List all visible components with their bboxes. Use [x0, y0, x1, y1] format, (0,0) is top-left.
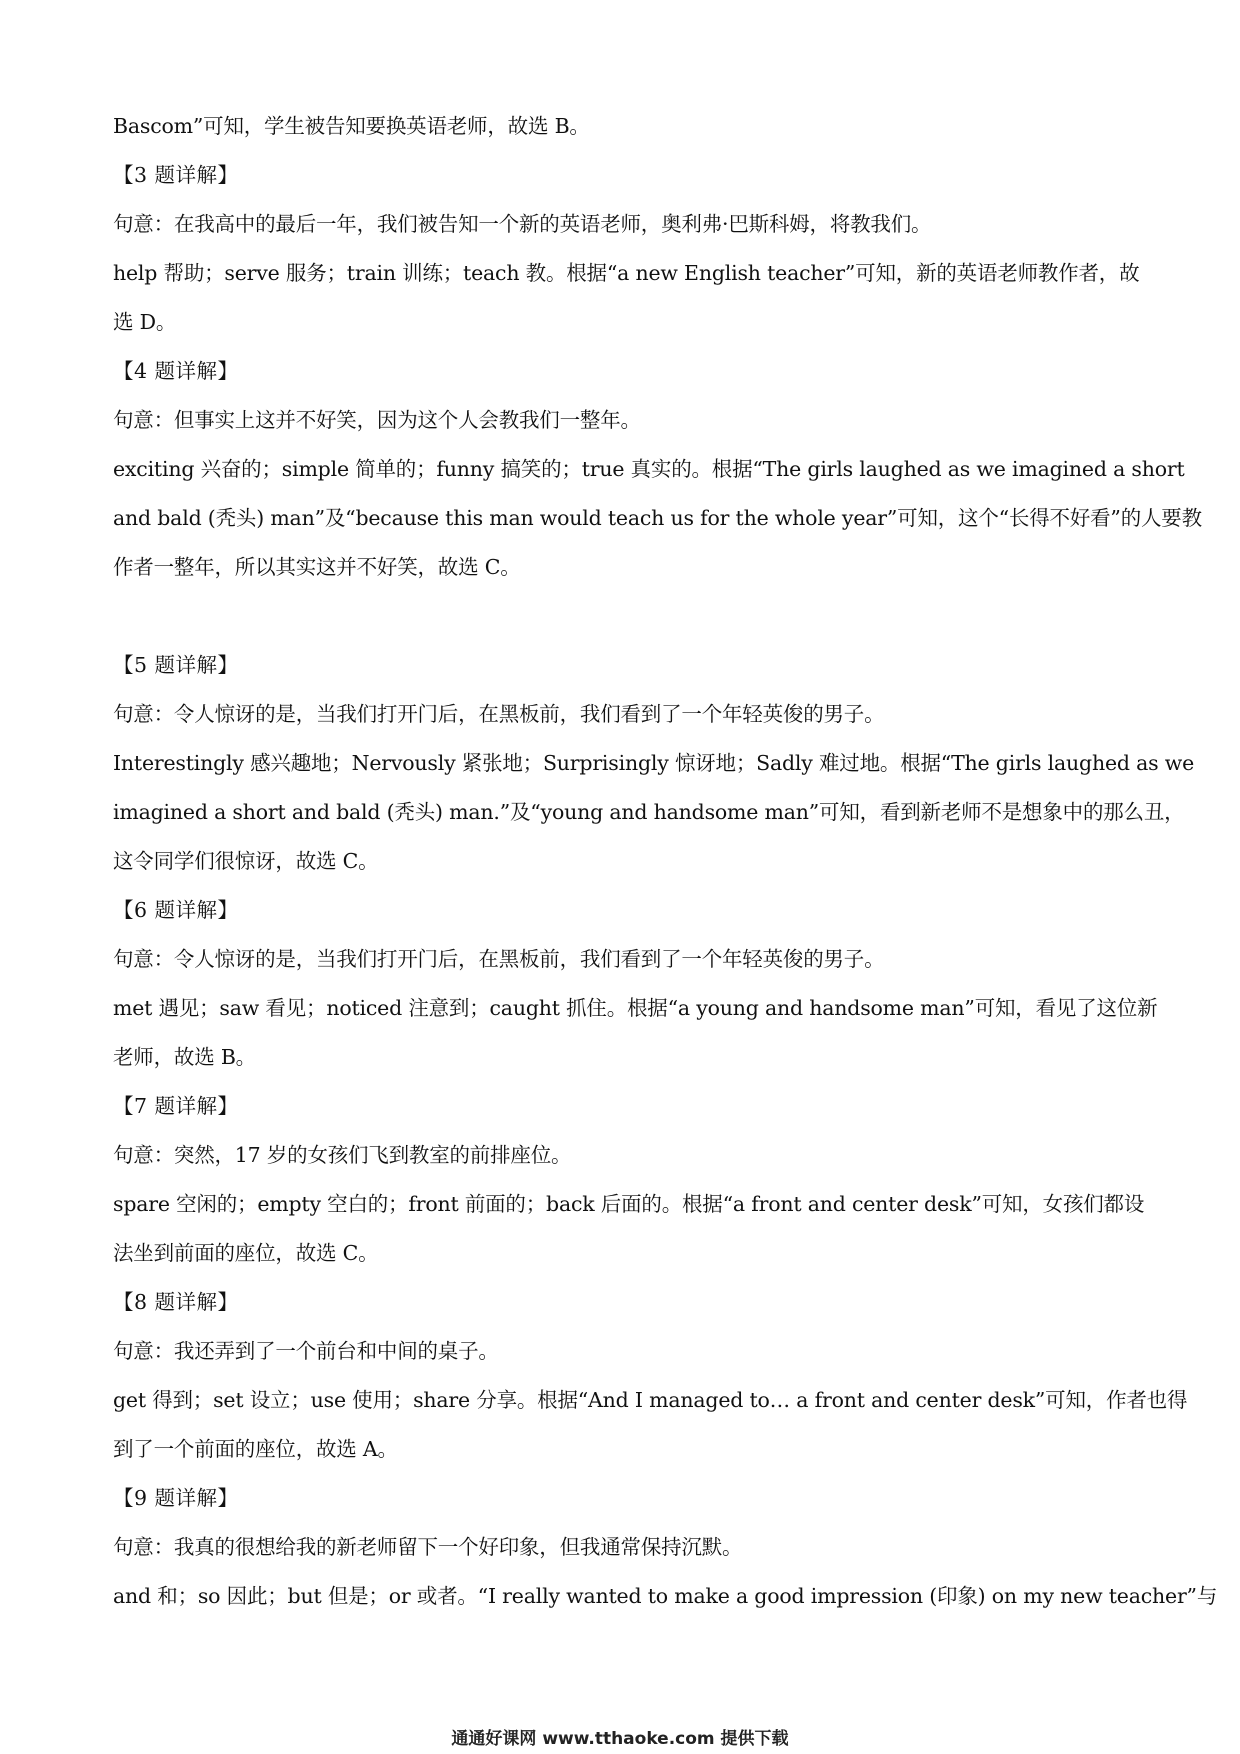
text-line: spare 空闲的；empty 空白的；front 前面的；back 后面的。根据“a front and center desk”可知，女孩们都设 — [113, 1192, 1145, 1216]
text-line: 作者一整年，所以其实这并不好笑，故选 C。 — [113, 555, 521, 579]
text-line: met 遇见；saw 看见；noticed 注意到；caught 抓住。根据“a young and handsome man”可知，看见了这位新 — [113, 996, 1158, 1020]
section-heading-7: 【7 题详解】 — [113, 1094, 239, 1118]
text-line: and bald (秃头) man”及“because this man would teach us for the whole year”可知，这个“长得不好看”的人要教 — [113, 506, 1202, 530]
text-line: 句意：令人惊讶的是，当我们打开门后，在黑板前，我们看到了一个年轻英俊的男子。 — [113, 947, 885, 971]
text-line: 句意：突然，17 岁的女孩们飞到教室的前排座位。 — [113, 1143, 572, 1167]
text-line: 句意：令人惊讶的是，当我们打开门后，在黑板前，我们看到了一个年轻英俊的男子。 — [113, 702, 885, 726]
page-footer: 通通好课网 www.tthaoke.com 提供下载 — [451, 1729, 789, 1749]
section-heading-6: 【6 题详解】 — [113, 898, 239, 922]
blank-line — [113, 592, 1133, 641]
text-line: 句意：我还弄到了一个前台和中间的桌子。 — [113, 1339, 499, 1363]
section-heading-9: 【9 题详解】 — [113, 1486, 239, 1510]
text-line: 选 D。 — [113, 310, 177, 334]
section-heading-5: 【5 题详解】 — [113, 653, 239, 677]
text-line: 老师，故选 B。 — [113, 1045, 256, 1069]
text-line: exciting 兴奋的；simple 简单的；funny 搞笑的；true 真实的。根据“The girls laughed as we imagined a short — [113, 457, 1185, 481]
text-line: 法坐到前面的座位，故选 C。 — [113, 1241, 379, 1265]
text-line: 句意：我真的很想给我的新老师留下一个好印象，但我通常保持沉默。 — [113, 1535, 743, 1559]
text-line: 到了一个前面的座位，故选 A。 — [113, 1437, 398, 1461]
text-line: and 和；so 因此；but 但是；or 或者。“I really wanted to make a good impression (印象) on my new teacher”与 — [113, 1584, 1218, 1608]
document-body — [113, 102, 1218, 1621]
section-heading-3: 【3 题详解】 — [113, 163, 239, 187]
text-line: 句意：但事实上这并不好笑，因为这个人会教我们一整年。 — [113, 408, 641, 432]
section-heading-8: 【8 题详解】 — [113, 1290, 239, 1314]
text-line: Bascom”可知，学生被告知要换英语老师，故选 B。 — [113, 114, 590, 138]
text-line: get 得到；set 设立；use 使用；share 分享。根据“And I managed to… a front and center desk”可知，作者也得 — [113, 1388, 1188, 1412]
text-line: imagined a short and bald (秃头) man.”及“young and handsome man”可知，看到新老师不是想象中的那么丑， — [113, 800, 1185, 824]
text-line: help 帮助；serve 服务；train 训练；teach 教。根据“a new English teacher”可知，新的英语老师教作者，故 — [113, 261, 1140, 285]
text-line: 句意：在我高中的最后一年，我们被告知一个新的英语老师，奥利弗·巴斯科姆，将教我们。 — [113, 212, 932, 236]
text-line: 这令同学们很惊讶，故选 C。 — [113, 849, 379, 873]
text-line: Interestingly 感兴趣地；Nervously 紧张地；Surprisingly 惊讶地；Sadly 难过地。根据“The girls laughed as we — [113, 751, 1195, 775]
section-heading-4: 【4 题详解】 — [113, 359, 239, 383]
